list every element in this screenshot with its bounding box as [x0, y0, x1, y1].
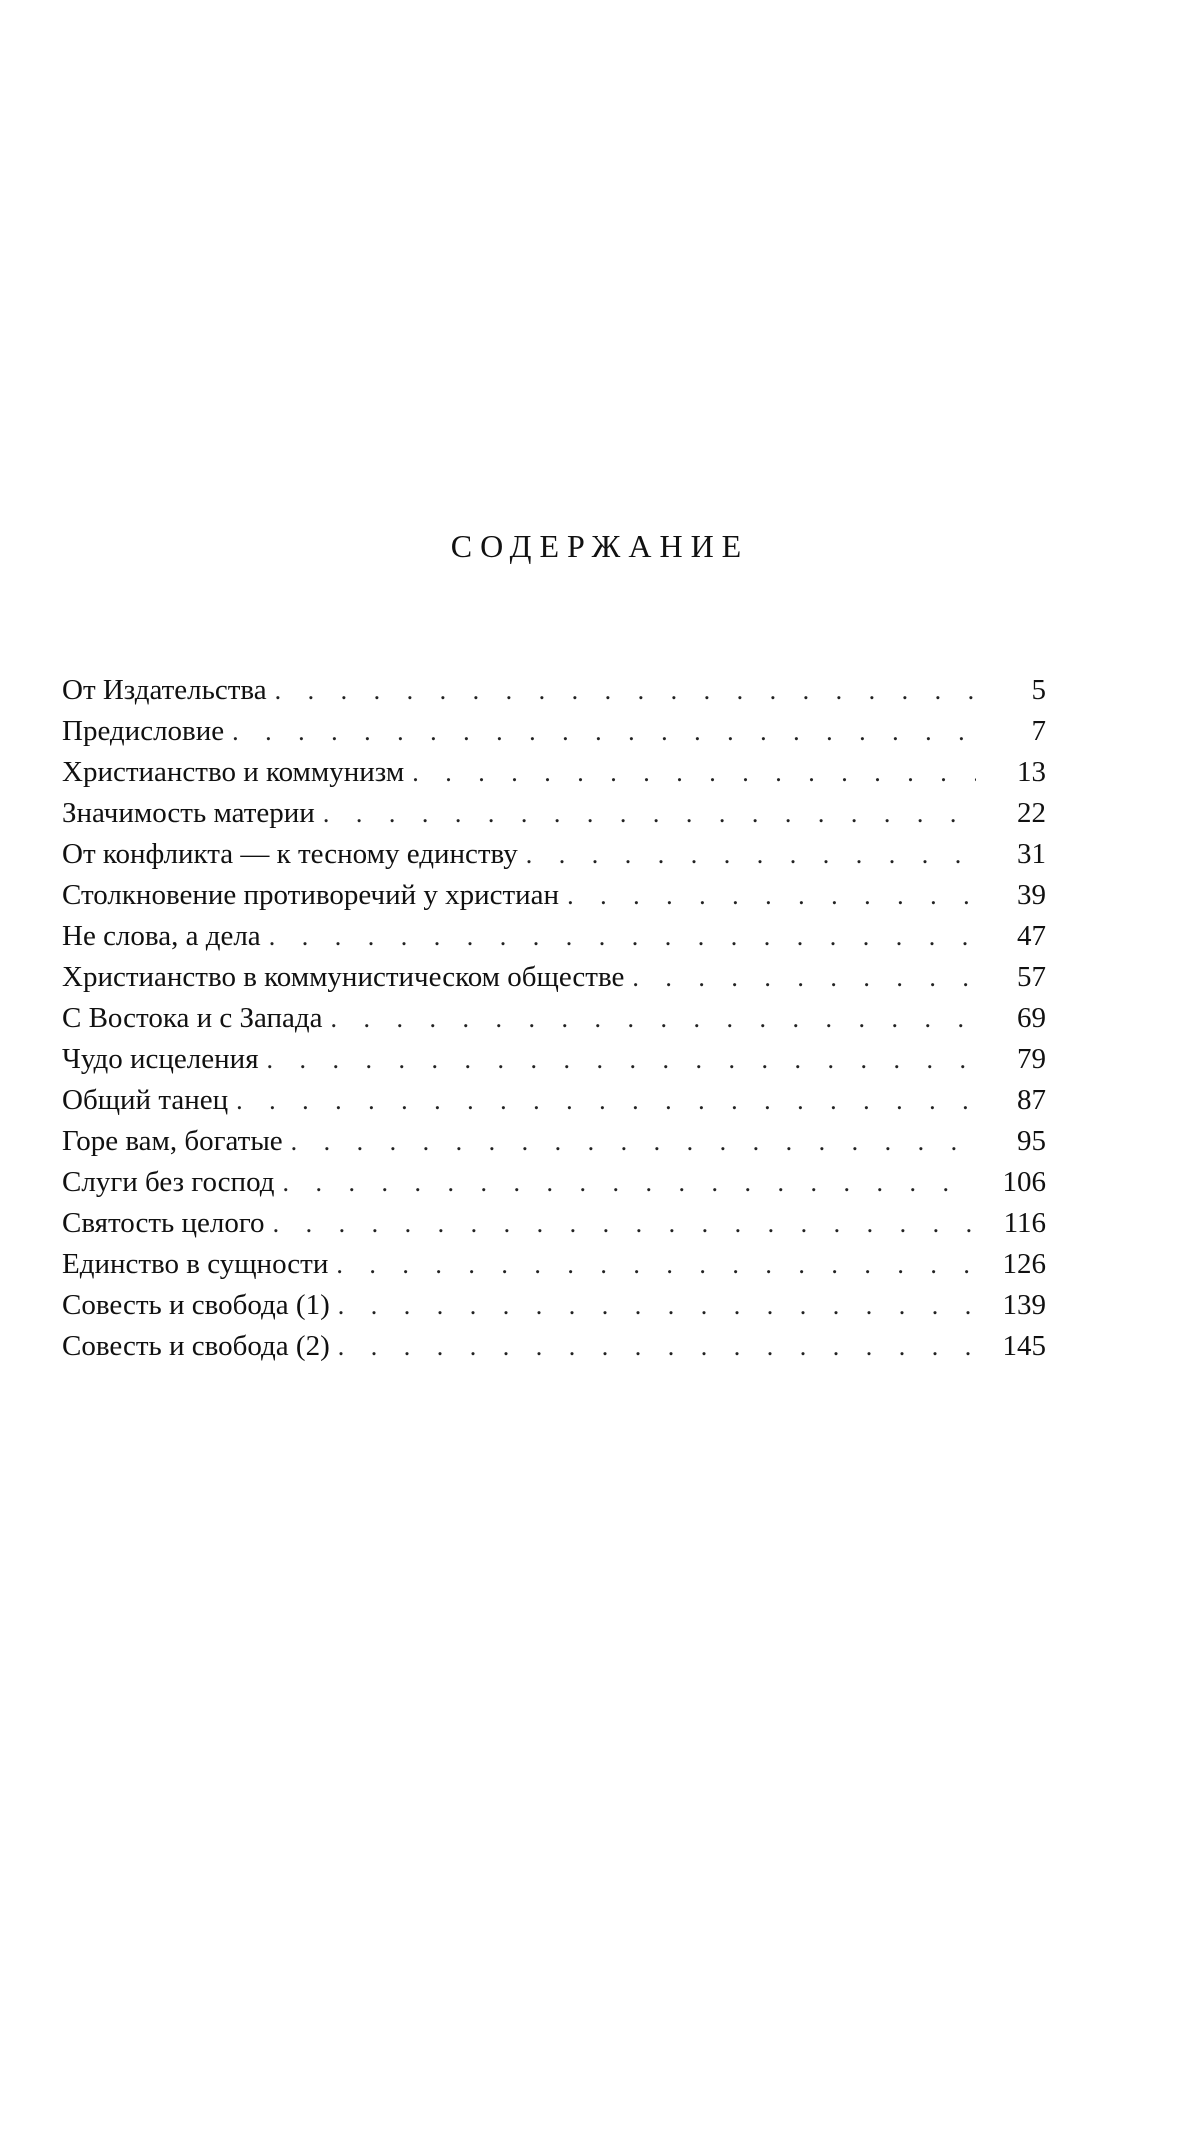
- toc-entry-page: 139: [1002, 1289, 1046, 1321]
- toc-entry-page: 116: [1003, 1207, 1046, 1239]
- toc-entry-page: 106: [1002, 1166, 1046, 1198]
- toc-entry-page: 79: [1017, 1043, 1046, 1075]
- toc-entry-title: Совесть и свобода (1): [62, 1289, 330, 1321]
- toc-entry-title: С Востока и с Запада: [62, 1002, 323, 1034]
- dot-leader: [261, 916, 976, 957]
- dot-leader: [283, 1121, 976, 1162]
- toc-entry-page: 47: [1017, 920, 1046, 952]
- toc-entry-title: Чудо исцеления: [62, 1043, 259, 1075]
- toc-entry: [62, 752, 1046, 793]
- toc-entry-title: Христианство в коммунистическом обществе: [62, 961, 625, 993]
- dot-leader: [267, 670, 976, 711]
- toc-entry-page: 13: [1017, 756, 1046, 788]
- dot-leader: [224, 711, 976, 752]
- dot-leader: [624, 957, 976, 998]
- dot-leader: [518, 834, 976, 875]
- toc-entry-title: Единство в сущности: [62, 1248, 329, 1280]
- toc-entry-title: Совесть и свобода (2): [62, 1330, 330, 1362]
- dot-leader: [265, 1203, 976, 1244]
- toc-entry-title: Христианство и коммунизм: [62, 756, 405, 788]
- toc-entry-page: 126: [1002, 1248, 1046, 1280]
- toc-entry-title: Значимость материи: [62, 797, 315, 829]
- dot-leader: [315, 793, 976, 834]
- toc-entry: [62, 1080, 1046, 1121]
- dot-leader: [323, 998, 976, 1039]
- toc-entry: [62, 711, 1046, 752]
- toc-entry-title: Горе вам, богатые: [62, 1125, 283, 1157]
- toc-entry-page: 57: [1017, 961, 1046, 993]
- toc-entry-page: 87: [1017, 1084, 1046, 1116]
- toc-entry: [62, 834, 1046, 875]
- toc-entry: [62, 793, 1046, 834]
- toc-entry-page: 22: [1017, 797, 1046, 829]
- dot-leader: [275, 1162, 977, 1203]
- toc-entry: [62, 1162, 1046, 1203]
- dot-leader: [559, 875, 976, 916]
- toc-entry-title: Общий танец: [62, 1084, 229, 1116]
- toc-entry: [62, 1203, 1046, 1244]
- toc-entry: [62, 916, 1046, 957]
- toc-entry-title: От конфликта — к тесному единству: [62, 838, 518, 870]
- toc-entry-page: 7: [1031, 715, 1046, 747]
- toc-entry: [62, 1244, 1046, 1285]
- toc-entry-page: 31: [1017, 838, 1046, 870]
- toc-entry: [62, 957, 1046, 998]
- dot-leader: [404, 752, 976, 793]
- toc-entry-title: Столкновение противоречий у христиан: [62, 879, 560, 911]
- toc-entry-title: Святость целого: [62, 1207, 265, 1239]
- toc-entry: [62, 1326, 1046, 1367]
- toc-entry: [62, 875, 1046, 916]
- toc-entry-page: 69: [1017, 1002, 1046, 1034]
- toc-entry: [62, 670, 1046, 711]
- toc-entry: [62, 1121, 1046, 1162]
- contents-heading: СОДЕРЖАНИЕ: [450, 528, 750, 564]
- dot-leader: [330, 1285, 976, 1326]
- toc-entry-page: 5: [1031, 674, 1046, 706]
- table-of-contents: [62, 670, 1046, 1367]
- toc-entry-page: 145: [1002, 1330, 1046, 1362]
- toc-entry-page: 95: [1017, 1125, 1046, 1157]
- toc-entry-title: От Издательства: [62, 674, 267, 706]
- dot-leader: [328, 1244, 976, 1285]
- dot-leader: [330, 1326, 976, 1367]
- toc-entry: [62, 1039, 1046, 1080]
- toc-entry-page: 39: [1017, 879, 1046, 911]
- toc-entry: [62, 998, 1046, 1039]
- toc-entry: [62, 1285, 1046, 1326]
- dot-leader: [259, 1039, 976, 1080]
- dot-leader: [228, 1080, 976, 1121]
- toc-entry-title: Не слова, а дела: [62, 920, 261, 952]
- toc-entry-title: Предисловие: [62, 715, 225, 747]
- toc-entry-title: Слуги без господ: [62, 1166, 275, 1198]
